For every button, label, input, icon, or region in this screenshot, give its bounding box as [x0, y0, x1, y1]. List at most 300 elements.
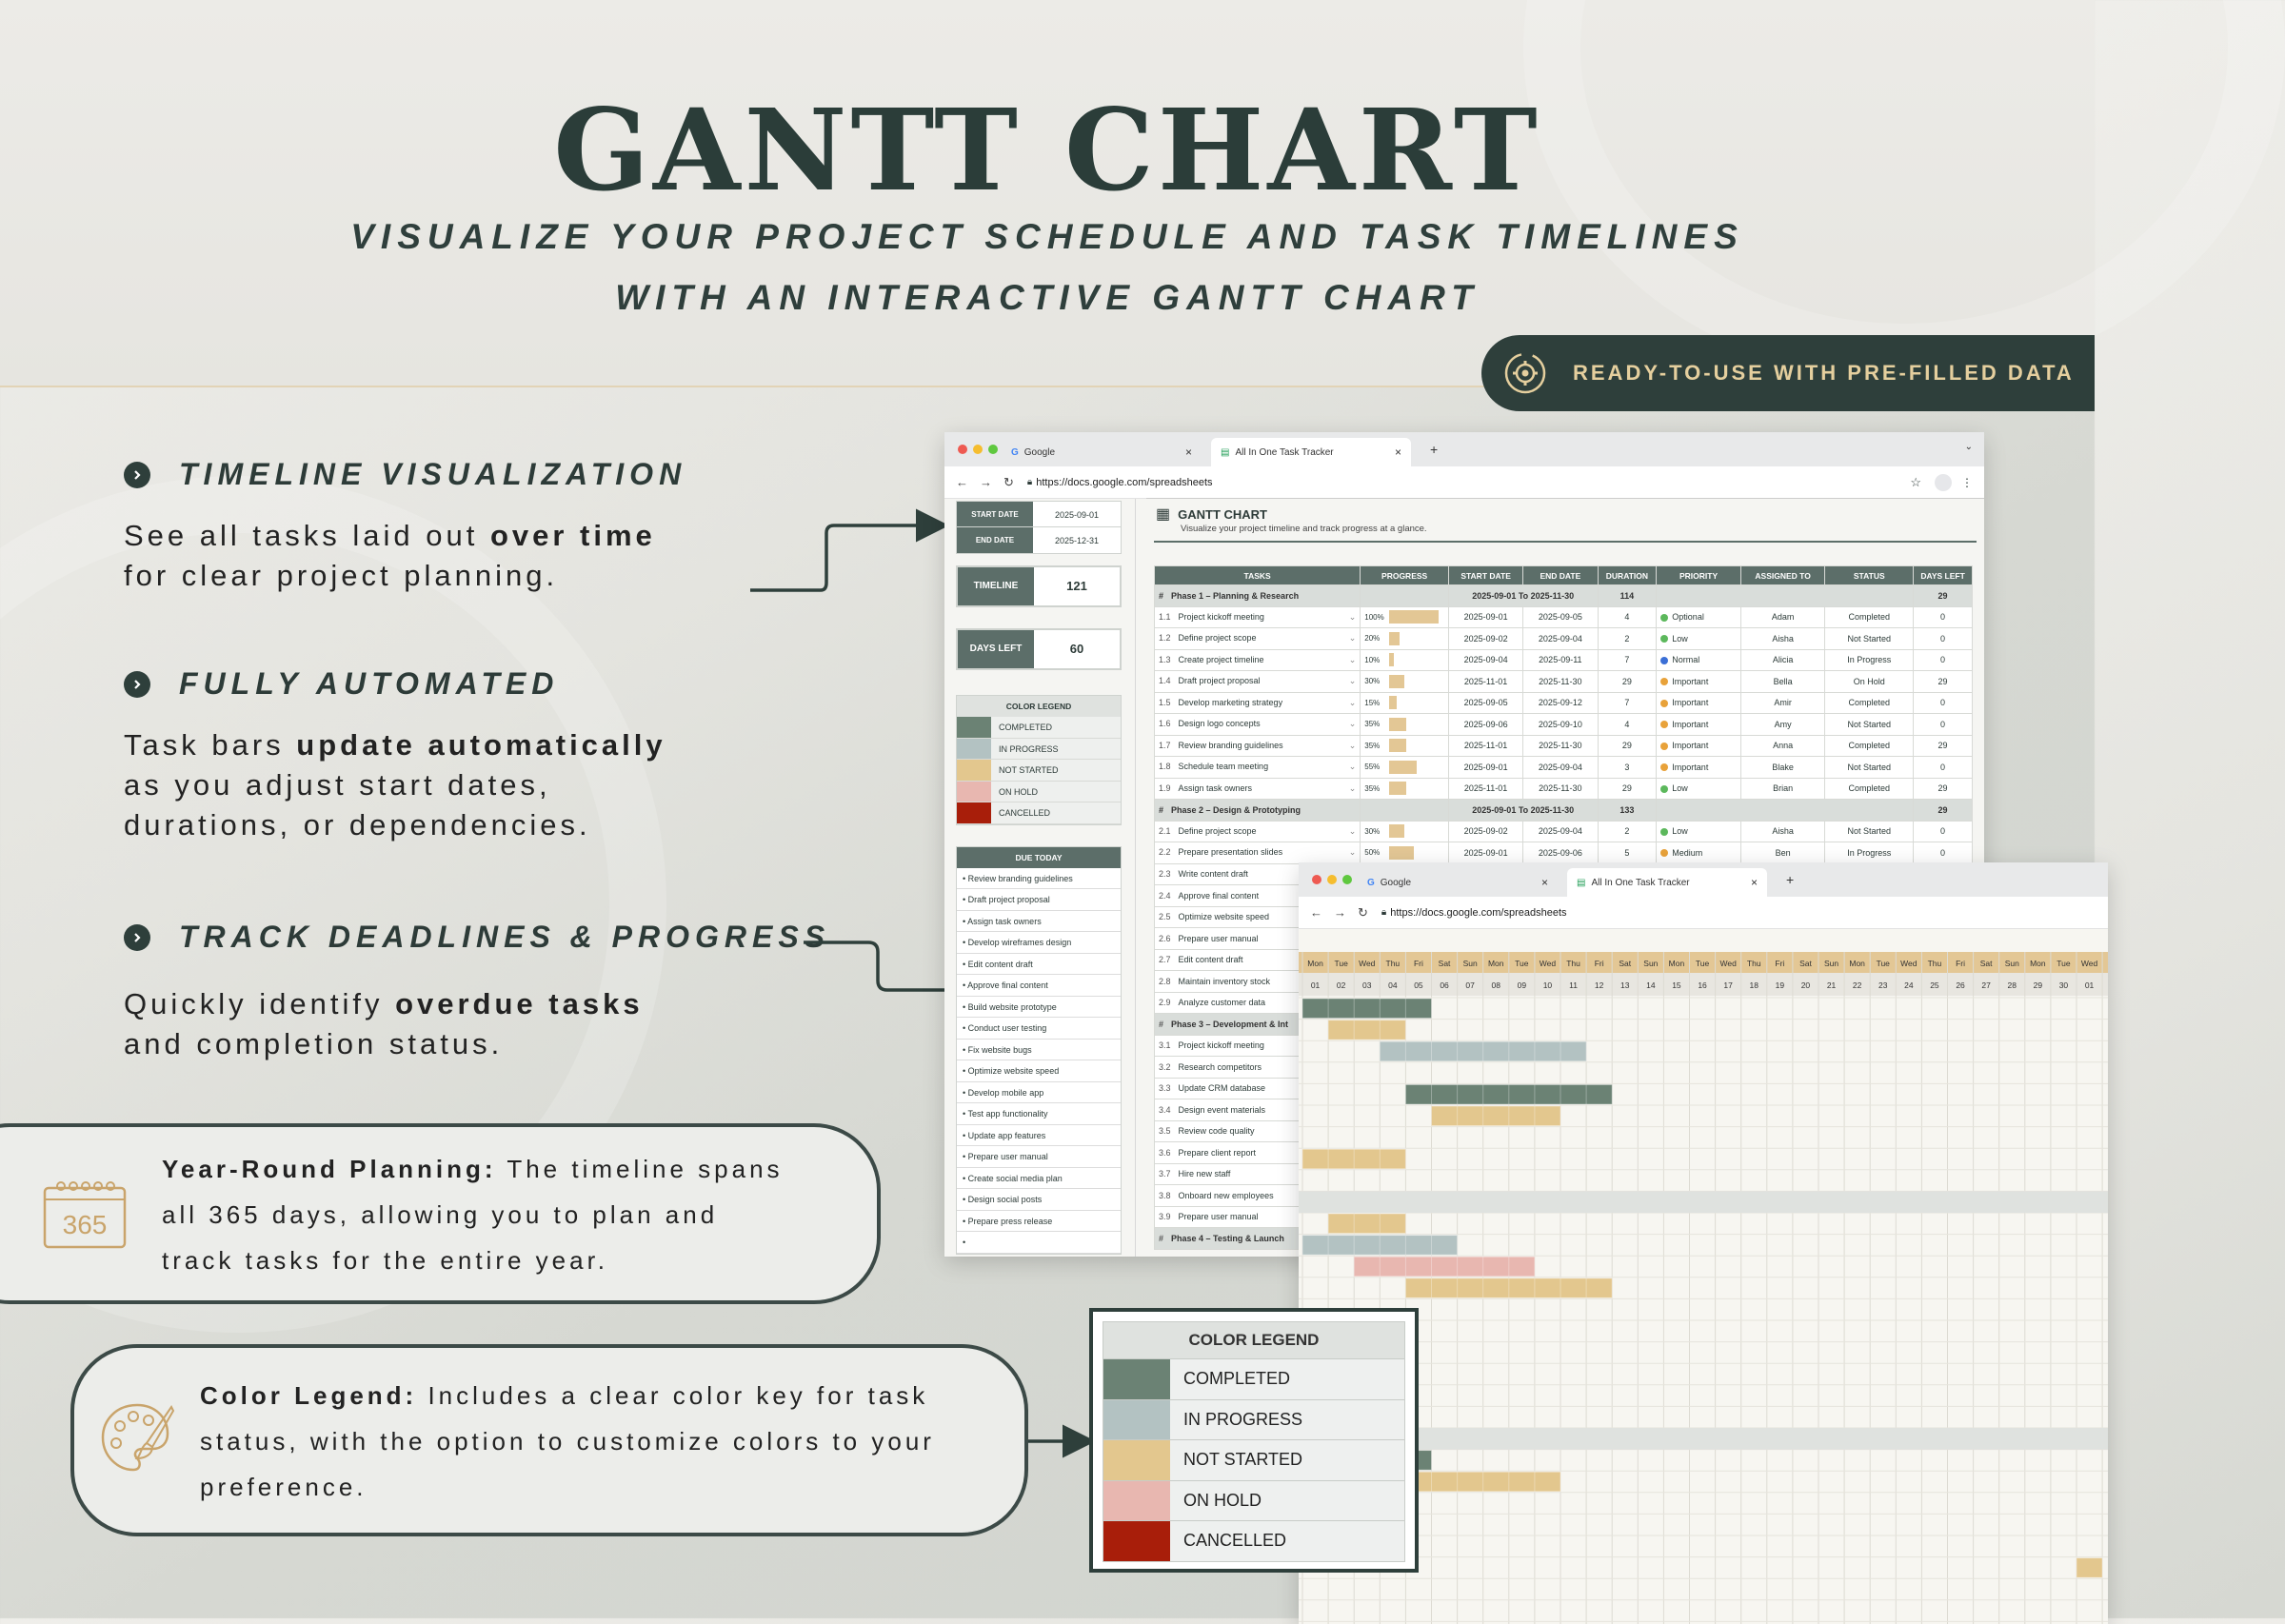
- column-header[interactable]: TASKS: [1155, 566, 1361, 585]
- start-date-cell[interactable]: 2025-09-06: [1448, 714, 1522, 736]
- due-today-item[interactable]: [957, 997, 1121, 1019]
- callout-year-round-text: [162, 1146, 784, 1283]
- end-date-cell[interactable]: 2025-09-11: [1523, 649, 1598, 671]
- tab-task-tracker[interactable]: [1567, 868, 1767, 897]
- gantt-task-bar[interactable]: [1354, 1257, 1535, 1277]
- status-cell[interactable]: Completed: [1825, 735, 1914, 757]
- chevron-down-icon[interactable]: ⌄: [1348, 719, 1357, 729]
- progress-cell: [1361, 778, 1449, 800]
- legend-row: [1103, 1481, 1405, 1522]
- chevron-down-icon[interactable]: ⌄: [1348, 782, 1357, 793]
- mini-legend-title: COLOR LEGEND: [957, 696, 1121, 717]
- row-id: 1.2: [1159, 633, 1171, 644]
- task-cell[interactable]: [1155, 628, 1361, 650]
- progress-value: 50%: [1364, 848, 1381, 858]
- new-tab-button[interactable]: +: [1786, 872, 1795, 887]
- due-today-label: Assign task owners: [967, 916, 1042, 926]
- tab-task-tracker[interactable]: [1211, 438, 1411, 466]
- progress-value: 30%: [1364, 826, 1381, 836]
- task-cell[interactable]: [1155, 735, 1361, 757]
- maximize-window-button[interactable]: [1342, 875, 1352, 884]
- task-cell[interactable]: [1155, 671, 1361, 693]
- bullet-icon: •: [963, 1066, 968, 1076]
- row-id: 2.8: [1159, 976, 1171, 986]
- due-today-item[interactable]: [957, 932, 1121, 954]
- callout-bold: Color Legend:: [200, 1381, 418, 1410]
- task-name: Maintain inventory stock: [1178, 976, 1271, 986]
- day-label: 23: [1878, 980, 1888, 990]
- days-left-cell: 29: [1914, 671, 1973, 693]
- legend-label: COMPLETED: [1170, 1359, 1404, 1399]
- weekday-label: Sun: [1462, 959, 1478, 968]
- table-row: [1155, 778, 1973, 800]
- due-today-label: Update app features: [967, 1130, 1046, 1140]
- due-today-item[interactable]: [957, 1211, 1121, 1233]
- status-cell[interactable]: In Progress: [1825, 842, 1914, 864]
- bullet-icon: •: [963, 959, 968, 969]
- due-today-item[interactable]: [957, 954, 1121, 976]
- start-date-cell[interactable]: 2025-09-01: [1448, 842, 1522, 864]
- days-left-cell: 0: [1914, 692, 1973, 714]
- back-icon[interactable]: ←: [1310, 905, 1322, 920]
- end-date-cell[interactable]: 2025-09-04: [1523, 628, 1598, 650]
- column-header[interactable]: PROGRESS: [1361, 566, 1449, 585]
- task-name: Define project scope: [1178, 825, 1257, 836]
- column-header[interactable]: END DATE: [1523, 566, 1598, 585]
- task-name: Design event materials: [1178, 1104, 1266, 1115]
- priority-cell[interactable]: [1657, 671, 1741, 693]
- day-label: 03: [1362, 980, 1372, 990]
- progress-cell: [1361, 692, 1449, 714]
- assignee-cell[interactable]: Blake: [1740, 757, 1825, 779]
- weekday-label: Mon: [1307, 959, 1323, 968]
- weekday-label: Sun: [2004, 959, 2019, 968]
- task-name: Schedule team meeting: [1178, 762, 1269, 772]
- task-name: Assign task owners: [1178, 782, 1253, 793]
- close-tab-icon[interactable]: ×: [1540, 876, 1548, 889]
- start-date-cell[interactable]: 2025-11-01: [1448, 778, 1522, 800]
- assignee-cell[interactable]: Ben: [1740, 842, 1825, 864]
- end-date-cell[interactable]: 2025-11-30: [1523, 735, 1598, 757]
- legend-swatch[interactable]: [957, 782, 991, 802]
- end-date-cell[interactable]: 2025-09-04: [1523, 757, 1598, 779]
- chevron-down-icon[interactable]: ⌄: [1348, 825, 1357, 836]
- progress-bar: [1389, 696, 1397, 709]
- bullet-icon: •: [963, 1023, 968, 1033]
- due-today-label: Prepare user manual: [967, 1152, 1048, 1161]
- due-today-item[interactable]: [957, 1082, 1121, 1104]
- end-date-input[interactable]: 2025-12-31: [1033, 527, 1121, 553]
- table-row: [1155, 649, 1973, 671]
- start-date-cell[interactable]: 2025-09-02: [1448, 821, 1522, 842]
- row-id: 2.3: [1159, 869, 1171, 880]
- new-tab-button[interactable]: +: [1430, 442, 1439, 457]
- end-date-cell[interactable]: 2025-09-10: [1523, 714, 1598, 736]
- close-tab-icon[interactable]: ×: [1750, 876, 1758, 889]
- day-label: 30: [2058, 980, 2069, 990]
- due-today-item[interactable]: [957, 1018, 1121, 1040]
- close-tab-icon[interactable]: ×: [1394, 446, 1401, 459]
- day-label: 28: [2007, 980, 2017, 990]
- task-name: Review branding guidelines: [1178, 740, 1283, 750]
- row-id: 1.9: [1159, 782, 1171, 793]
- start-date-cell[interactable]: 2025-11-01: [1448, 735, 1522, 757]
- page-subtitle-line1: VISUALIZE YOUR PROJECT SCHEDULE AND TASK TIMELINES: [350, 217, 1744, 256]
- due-today-item[interactable]: [957, 1168, 1121, 1190]
- status-cell[interactable]: Completed: [1825, 778, 1914, 800]
- close-tab-icon[interactable]: ×: [1184, 446, 1192, 459]
- priority-cell[interactable]: [1657, 714, 1741, 736]
- assignee-cell[interactable]: Aisha: [1740, 821, 1825, 842]
- gantt-task-bar[interactable]: [1432, 1106, 1561, 1126]
- priority-cell[interactable]: [1657, 692, 1741, 714]
- due-today-item[interactable]: [957, 1146, 1121, 1168]
- days-left-cell: 0: [1914, 821, 1973, 842]
- priority-dot-icon: [1660, 635, 1668, 643]
- legend-swatch[interactable]: [957, 760, 991, 781]
- tab-google[interactable]: [1367, 868, 1558, 897]
- duration-cell: 3: [1598, 757, 1657, 779]
- priority-cell[interactable]: [1657, 606, 1741, 628]
- assignee-cell[interactable]: Anna: [1740, 735, 1825, 757]
- column-header[interactable]: ASSIGNED TO: [1740, 566, 1825, 585]
- chevron-down-icon[interactable]: ⌄: [1348, 740, 1357, 750]
- task-cell[interactable]: [1155, 778, 1361, 800]
- progress-value: 100%: [1364, 612, 1384, 622]
- gantt-icon: ▦: [1156, 506, 1171, 523]
- assignee-cell[interactable]: Aisha: [1740, 628, 1825, 650]
- day-label: 22: [1852, 980, 1862, 990]
- table-row: [1155, 671, 1973, 693]
- start-date-cell[interactable]: 2025-09-05: [1448, 692, 1522, 714]
- assignee-cell[interactable]: Alicia: [1740, 649, 1825, 671]
- weekday-label: Mon: [1668, 959, 1685, 968]
- chevron-down-icon[interactable]: ⌄: [1348, 676, 1357, 686]
- start-date-cell[interactable]: 2025-09-04: [1448, 649, 1522, 671]
- priority-dot-icon: [1660, 849, 1668, 857]
- status-cell[interactable]: Not Started: [1825, 821, 1914, 842]
- day-label: 11: [1569, 980, 1578, 990]
- start-date-input[interactable]: 2025-09-01: [1033, 502, 1121, 526]
- close-window-button[interactable]: [1312, 875, 1321, 884]
- callout-legend-text: [200, 1373, 935, 1510]
- duration-cell: 29: [1598, 671, 1657, 693]
- row-id: 3.7: [1159, 1169, 1171, 1179]
- progress-bar: [1389, 632, 1399, 645]
- assignee-cell[interactable]: Bella: [1740, 671, 1825, 693]
- row-id: 3.5: [1159, 1126, 1171, 1137]
- chevron-down-icon[interactable]: ⌄: [1348, 847, 1357, 858]
- task-cell[interactable]: [1155, 842, 1361, 864]
- legend-swatch[interactable]: [957, 739, 991, 760]
- priority-cell[interactable]: [1657, 821, 1741, 842]
- phase-band: [1299, 1191, 2108, 1213]
- column-header[interactable]: DAYS LEFT: [1914, 566, 1973, 585]
- legend-label: IN PROGRESS: [991, 739, 1121, 760]
- legend-swatch[interactable]: [1103, 1440, 1170, 1480]
- task-name: Optimize website speed: [1178, 912, 1270, 922]
- lock-icon: 🔒︎: [1026, 477, 1033, 487]
- priority-cell[interactable]: [1657, 735, 1741, 757]
- empty-cell: [1361, 585, 1449, 607]
- progress-bar: [1389, 782, 1406, 795]
- row-id: 3.6: [1159, 1147, 1171, 1158]
- legend-swatch[interactable]: [957, 802, 991, 823]
- bullet-icon: •: [963, 1173, 968, 1183]
- due-today-item[interactable]: [957, 1060, 1121, 1082]
- star-icon[interactable]: ☆: [1910, 474, 1921, 489]
- feature-desc-text: as you adjust start dates,: [124, 768, 551, 802]
- task-cell[interactable]: [1155, 821, 1361, 842]
- status-cell[interactable]: Completed: [1825, 692, 1914, 714]
- day-label: 16: [1698, 980, 1707, 990]
- due-today-item[interactable]: [957, 1125, 1121, 1147]
- weekday-label: Sun: [1823, 959, 1839, 968]
- feature-desc-bold: update automatically: [296, 728, 666, 762]
- status-cell[interactable]: Not Started: [1825, 757, 1914, 779]
- feature-desc-text: and completion status.: [124, 1027, 504, 1060]
- end-date-cell[interactable]: 2025-09-06: [1523, 842, 1598, 864]
- priority-cell[interactable]: [1657, 757, 1741, 779]
- end-date-cell[interactable]: 2025-09-04: [1523, 821, 1598, 842]
- mini-color-legend: [956, 695, 1122, 825]
- status-cell[interactable]: Completed: [1825, 606, 1914, 628]
- priority-dot-icon: [1660, 828, 1668, 836]
- days-left-cell: 29: [1914, 800, 1973, 822]
- empty-cell: [1657, 585, 1914, 607]
- duration-cell: 4: [1598, 714, 1657, 736]
- legend-swatch[interactable]: [1103, 1481, 1170, 1521]
- column-header[interactable]: STATUS: [1825, 566, 1914, 585]
- end-date-cell[interactable]: 2025-09-05: [1523, 606, 1598, 628]
- status-cell[interactable]: On Hold: [1825, 671, 1914, 693]
- svg-text:365: 365: [62, 1210, 108, 1239]
- progress-cell: [1361, 714, 1449, 736]
- priority-cell[interactable]: [1657, 649, 1741, 671]
- color-legend-rows: [1103, 1359, 1405, 1562]
- phase-label: Phase 1 – Planning & Research: [1171, 590, 1300, 601]
- empty-cell: [1657, 800, 1914, 822]
- task-name: Develop marketing strategy: [1178, 697, 1283, 707]
- due-today-label: Create social media plan: [967, 1173, 1063, 1183]
- weekday-label: Sat: [1799, 959, 1812, 968]
- start-date-cell[interactable]: 2025-09-01: [1448, 606, 1522, 628]
- address-bar: [944, 466, 1984, 499]
- legend-swatch[interactable]: [957, 717, 991, 738]
- chevron-down-icon[interactable]: ⌄: [1348, 762, 1357, 772]
- legend-swatch[interactable]: [1103, 1359, 1170, 1399]
- timeline-box: [956, 565, 1122, 607]
- row-id: 2.5: [1159, 912, 1171, 922]
- priority-label: Medium: [1672, 847, 1703, 858]
- feature-desc-text: Quickly identify: [124, 987, 396, 1020]
- legend-swatch[interactable]: [1103, 1400, 1170, 1440]
- reload-icon[interactable]: ↻: [1003, 474, 1014, 489]
- due-today-label: Review branding guidelines: [967, 873, 1073, 883]
- assignee-cell[interactable]: Adam: [1740, 606, 1825, 628]
- minimize-window-button[interactable]: [1327, 875, 1337, 884]
- row-id: 3.9: [1159, 1212, 1171, 1222]
- end-date-cell[interactable]: 2025-11-30: [1523, 778, 1598, 800]
- legend-label: ON HOLD: [1170, 1481, 1404, 1521]
- column-header[interactable]: PRIORITY: [1657, 566, 1741, 585]
- palette-brush-icon: [99, 1399, 175, 1475]
- end-date-cell[interactable]: 2025-09-12: [1523, 692, 1598, 714]
- weekday-label: Wed: [1719, 959, 1737, 968]
- priority-label: Normal: [1672, 655, 1700, 665]
- progress-bar: [1389, 653, 1394, 666]
- due-today-label: Prepare press release: [967, 1216, 1053, 1226]
- duration-cell: 2: [1598, 628, 1657, 650]
- due-today-label: Approve final content: [967, 980, 1048, 990]
- assignee-cell[interactable]: Amir: [1740, 692, 1825, 714]
- task-cell[interactable]: [1155, 714, 1361, 736]
- row-id: 1.7: [1159, 740, 1171, 750]
- maximize-window-button[interactable]: [988, 445, 998, 454]
- due-today-label: Test app functionality: [967, 1109, 1048, 1119]
- end-date-cell[interactable]: 2025-11-30: [1523, 671, 1598, 693]
- phase-range: 2025-09-01 To 2025-11-30: [1448, 585, 1598, 607]
- day-label: 06: [1440, 980, 1449, 990]
- calendar-365-icon: [42, 1178, 128, 1251]
- assignee-cell[interactable]: Amy: [1740, 714, 1825, 736]
- priority-cell[interactable]: [1657, 628, 1741, 650]
- minimize-window-button[interactable]: [973, 445, 983, 454]
- task-name: Project kickoff meeting: [1178, 1040, 1264, 1051]
- due-today-item[interactable]: [957, 889, 1121, 911]
- phase-label: Phase 2 – Design & Prototyping: [1171, 804, 1301, 815]
- sheet-description: Visualize your project timeline and track progress at a glance.: [1181, 524, 1427, 534]
- close-window-button[interactable]: [958, 445, 967, 454]
- page-title: GANTT CHART: [553, 84, 1541, 216]
- progress-bar: [1389, 846, 1414, 860]
- task-cell[interactable]: [1155, 692, 1361, 714]
- legend-row: [1103, 1400, 1405, 1441]
- feature-desc-text: durations, or dependencies.: [124, 808, 591, 842]
- weekday-label: Tue: [1876, 959, 1890, 968]
- table-row: [1155, 606, 1973, 628]
- weekday-label: Wed: [1539, 959, 1557, 968]
- row-id: 2.4: [1159, 890, 1171, 901]
- weekday-label: Fri: [1956, 959, 1966, 968]
- forward-icon[interactable]: →: [1334, 905, 1346, 920]
- bullet-icon: •: [963, 873, 968, 883]
- legend-label: CANCELLED: [991, 802, 1121, 823]
- day-label: 19: [1775, 980, 1785, 990]
- due-today-item[interactable]: [957, 868, 1121, 890]
- priority-cell[interactable]: [1657, 778, 1741, 800]
- gantt-task-bar[interactable]: [1328, 1214, 1405, 1234]
- due-today-list: [957, 868, 1121, 1254]
- avatar[interactable]: [1935, 474, 1952, 491]
- chevron-down-icon[interactable]: ⌄: [1348, 697, 1357, 707]
- url-input[interactable]: https://docs.google.com/spreadsheets: [1036, 476, 1213, 488]
- page-subtitle-line2: WITH AN INTERACTIVE GANTT CHART: [615, 278, 1480, 317]
- progress-cell: [1361, 842, 1449, 864]
- task-name: Analyze customer data: [1178, 998, 1266, 1008]
- row-id: 1.4: [1159, 676, 1171, 686]
- due-today-item[interactable]: [957, 1189, 1121, 1211]
- priority-dot-icon: [1660, 721, 1668, 728]
- start-date-cell[interactable]: 2025-09-01: [1448, 757, 1522, 779]
- tab-label: Google: [1023, 446, 1056, 458]
- weekday-label: Sat: [1979, 959, 1993, 968]
- progress-value: 30%: [1364, 677, 1381, 686]
- day-label: 01: [1310, 980, 1321, 990]
- priority-cell[interactable]: [1657, 842, 1741, 864]
- duration-cell: 133: [1598, 800, 1657, 822]
- chevron-down-icon[interactable]: ⌄: [1348, 611, 1357, 622]
- bullet-icon: •: [963, 1087, 968, 1098]
- tab-google[interactable]: [1011, 438, 1202, 466]
- progress-cell: [1361, 649, 1449, 671]
- chevron-down-icon[interactable]: ⌄: [1964, 442, 1973, 452]
- progress-bar: [1389, 739, 1406, 752]
- due-today-label: Develop wireframes design: [967, 938, 1072, 947]
- task-cell[interactable]: [1155, 649, 1361, 671]
- assignee-cell[interactable]: Brian: [1740, 778, 1825, 800]
- more-menu-icon[interactable]: ⋮: [1961, 475, 1973, 489]
- row-id: #: [1159, 590, 1164, 601]
- due-today-item[interactable]: [957, 1103, 1121, 1125]
- due-today-label: Optimize website speed: [967, 1066, 1060, 1076]
- color-legend-title: COLOR LEGEND: [1103, 1321, 1405, 1359]
- due-today-item[interactable]: [957, 1040, 1121, 1061]
- task-name: Prepare client report: [1178, 1147, 1257, 1158]
- task-name: Review code quality: [1178, 1126, 1255, 1137]
- browser-window-gantt: [1299, 862, 2108, 1624]
- url-input[interactable]: https://docs.google.com/spreadsheets: [1390, 906, 1567, 919]
- chevron-down-icon[interactable]: ⌄: [1348, 654, 1357, 664]
- status-cell[interactable]: Not Started: [1825, 714, 1914, 736]
- legend-swatch[interactable]: [1103, 1521, 1170, 1561]
- days-left-cell: 0: [1914, 628, 1973, 650]
- chevron-down-icon[interactable]: ⌄: [1348, 633, 1357, 644]
- back-icon[interactable]: ←: [956, 475, 968, 489]
- due-today-item[interactable]: [957, 1232, 1121, 1254]
- progress-value: 35%: [1364, 783, 1381, 793]
- due-today-item[interactable]: [957, 911, 1121, 933]
- gantt-task-bar[interactable]: [1302, 999, 1432, 1019]
- progress-cell: [1361, 671, 1449, 693]
- arrow-timeline: [750, 525, 943, 590]
- row-id: 2.1: [1159, 825, 1171, 836]
- gantt-task-bar[interactable]: [2076, 1558, 2102, 1578]
- status-cell[interactable]: In Progress: [1825, 649, 1914, 671]
- phase-row: [1155, 585, 1973, 607]
- task-cell[interactable]: [1155, 757, 1361, 779]
- status-cell[interactable]: Not Started: [1825, 628, 1914, 650]
- row-id: 1.6: [1159, 719, 1171, 729]
- weekday-label: Mon: [2030, 959, 2046, 968]
- table-row: [1155, 692, 1973, 714]
- sheet-header: [1156, 505, 1267, 524]
- gantt-task-bar[interactable]: [1328, 1020, 1405, 1040]
- due-today-item[interactable]: [957, 975, 1121, 997]
- days-left-cell: 29: [1914, 585, 1973, 607]
- column-header[interactable]: START DATE: [1448, 566, 1522, 585]
- reload-icon[interactable]: ↻: [1358, 904, 1368, 920]
- start-date-cell[interactable]: 2025-09-02: [1448, 628, 1522, 650]
- feature-desc-bold: overdue tasks: [395, 987, 644, 1020]
- forward-icon[interactable]: →: [980, 475, 992, 489]
- task-cell[interactable]: [1155, 606, 1361, 628]
- task-name: Onboard new employees: [1178, 1190, 1274, 1200]
- start-date-cell[interactable]: 2025-11-01: [1448, 671, 1522, 693]
- column-header[interactable]: DURATION: [1598, 566, 1657, 585]
- weekday-label: Thu: [1566, 959, 1580, 968]
- task-name: Define project scope: [1178, 633, 1257, 644]
